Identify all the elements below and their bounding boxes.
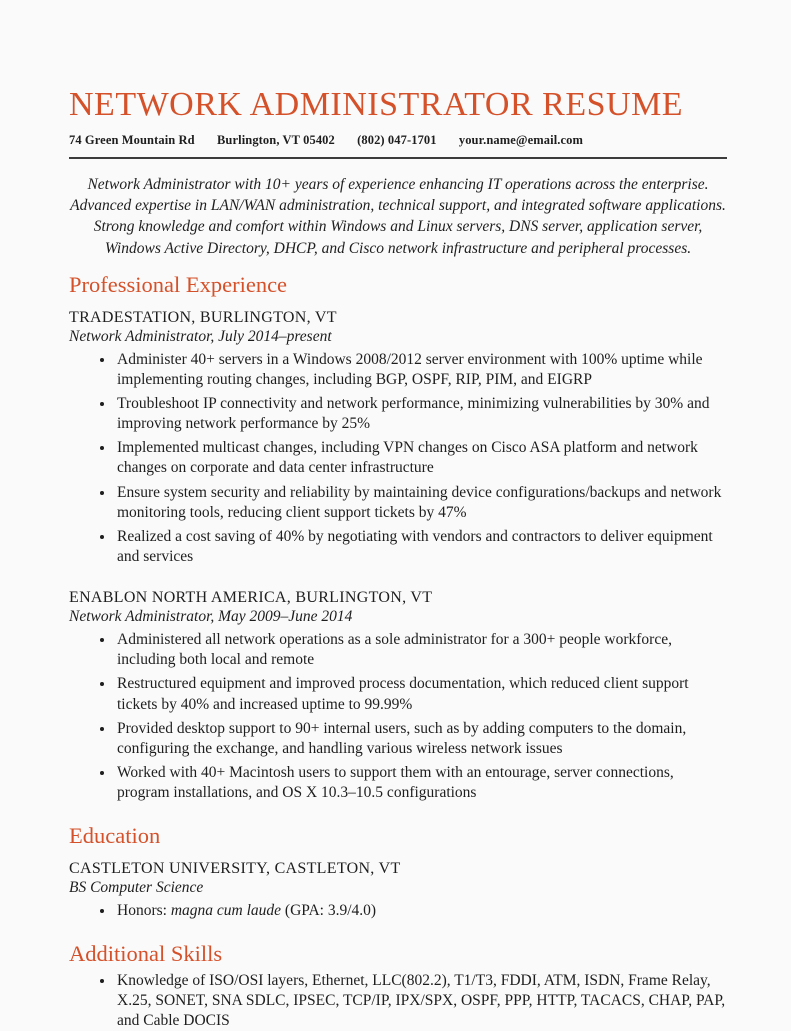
summary-paragraph: Network Administrator with 10+ years of experience enhancing IT operations across the enterprise. Advanced expertise in LAN/WAN administration, technical support, and integrated software applications. Strong knowledge and comfort within Windows and Linux servers, DNS server, application server, Windows Active Directory, DHCP, and Cisco network infrastructure and peripheral processes.: [70, 176, 726, 257]
honors-prefix: Honors:: [117, 901, 171, 919]
job-role-dates: Network Administrator, July 2014–present: [69, 327, 332, 345]
skills-bullet-list: [69, 971, 727, 1031]
contact-city-state-zip: Burlington, VT 05402: [216, 133, 335, 147]
header-divider: [69, 157, 727, 159]
education-bullet-list: [69, 901, 727, 921]
bullet-item: • Ensure system security and reliability by maintaining device configurations/backups and network monitoring tools, reducing client support tickets by 47%: [115, 483, 727, 523]
bullet-item: • Administer 40+ servers in a Windows 2008/2012 server environment with 100% uptime while implementing routing changes, including BGP, OSPF, RIP, PIM, and EIGRP: [115, 350, 727, 390]
honors-gpa: (GPA: 3.9/4.0): [281, 901, 377, 919]
experience-heading: Professional Experience: [69, 271, 288, 297]
bullet-item: • Knowledge of ISO/OSI layers, Ethernet, LLC(802.2), T1/T3, FDDI, ATM, ISDN, Frame Relay, X.25, SONET, SNA SDLC, IPSEC, TCP/IP, IPX/SPX, OSPF, PPP, HTTP, TACACS, CHAP, PAP, and Cable DOCIS: [115, 971, 727, 1031]
job-entry-enablon: [69, 589, 727, 803]
section-professional-experience: [69, 273, 727, 803]
bullet-item: • Implemented multicast changes, including VPN changes on Cisco ASA platform and network changes on corporate and data center infrastructure: [115, 438, 727, 478]
employer-name: ENABLON NORTH AMERICA, BURLINGTON, VT: [69, 589, 433, 607]
contact-address: 74 Green Mountain Rd: [69, 133, 195, 147]
job-entry-tradestation: [69, 309, 727, 567]
section-education: [69, 824, 727, 921]
bullet-item: • Administered all network operations as a sole administrator for a 300+ people workforce, including both local and remote: [115, 630, 727, 670]
honors-latin: magna cum laude: [170, 901, 282, 919]
employer-name: TRADESTATION, BURLINGTON, VT: [69, 308, 337, 326]
page-title: NETWORK ADMINISTRATOR RESUME: [69, 86, 684, 123]
resume-header: [69, 88, 727, 159]
section-additional-skills: [69, 942, 727, 1031]
bullet-item: • Worked with 40+ Macintosh users to support them with an entourage, server connections, program installations, and OS X 10.3–10.5 configurations: [115, 763, 727, 803]
school-name: CASTLETON UNIVERSITY, CASTLETON, VT: [69, 859, 401, 877]
skills-heading: Additional Skills: [69, 941, 223, 967]
contact-email: your.name@email.com: [458, 133, 584, 147]
honors-bullet: [115, 901, 727, 921]
bullet-item: • Troubleshoot IP connectivity and network performance, minimizing vulnerabilities by 30% and improving network performance by 25%: [115, 394, 727, 434]
degree-name: BS Computer Science: [69, 878, 204, 896]
job-bullet-list: [69, 350, 727, 567]
bullet-item: • Restructured equipment and improved process documentation, which reduced client support tickets by 40% and increased uptime to 99.99%: [115, 674, 727, 714]
bullet-item: • Realized a cost saving of 40% by negotiating with vendors and contractors to deliver equipment and services: [115, 527, 727, 567]
education-heading: Education: [69, 823, 161, 849]
bullet-item: • Provided desktop support to 90+ internal users, such as by adding computers to the domain, configuring the exchange, and handling various wireless network issues: [115, 719, 727, 759]
contact-phone: (802) 047-1701: [357, 133, 437, 147]
contact-info: [69, 133, 727, 148]
job-bullet-list: [69, 630, 727, 803]
job-role-dates: Network Administrator, May 2009–June 2014: [69, 608, 353, 626]
